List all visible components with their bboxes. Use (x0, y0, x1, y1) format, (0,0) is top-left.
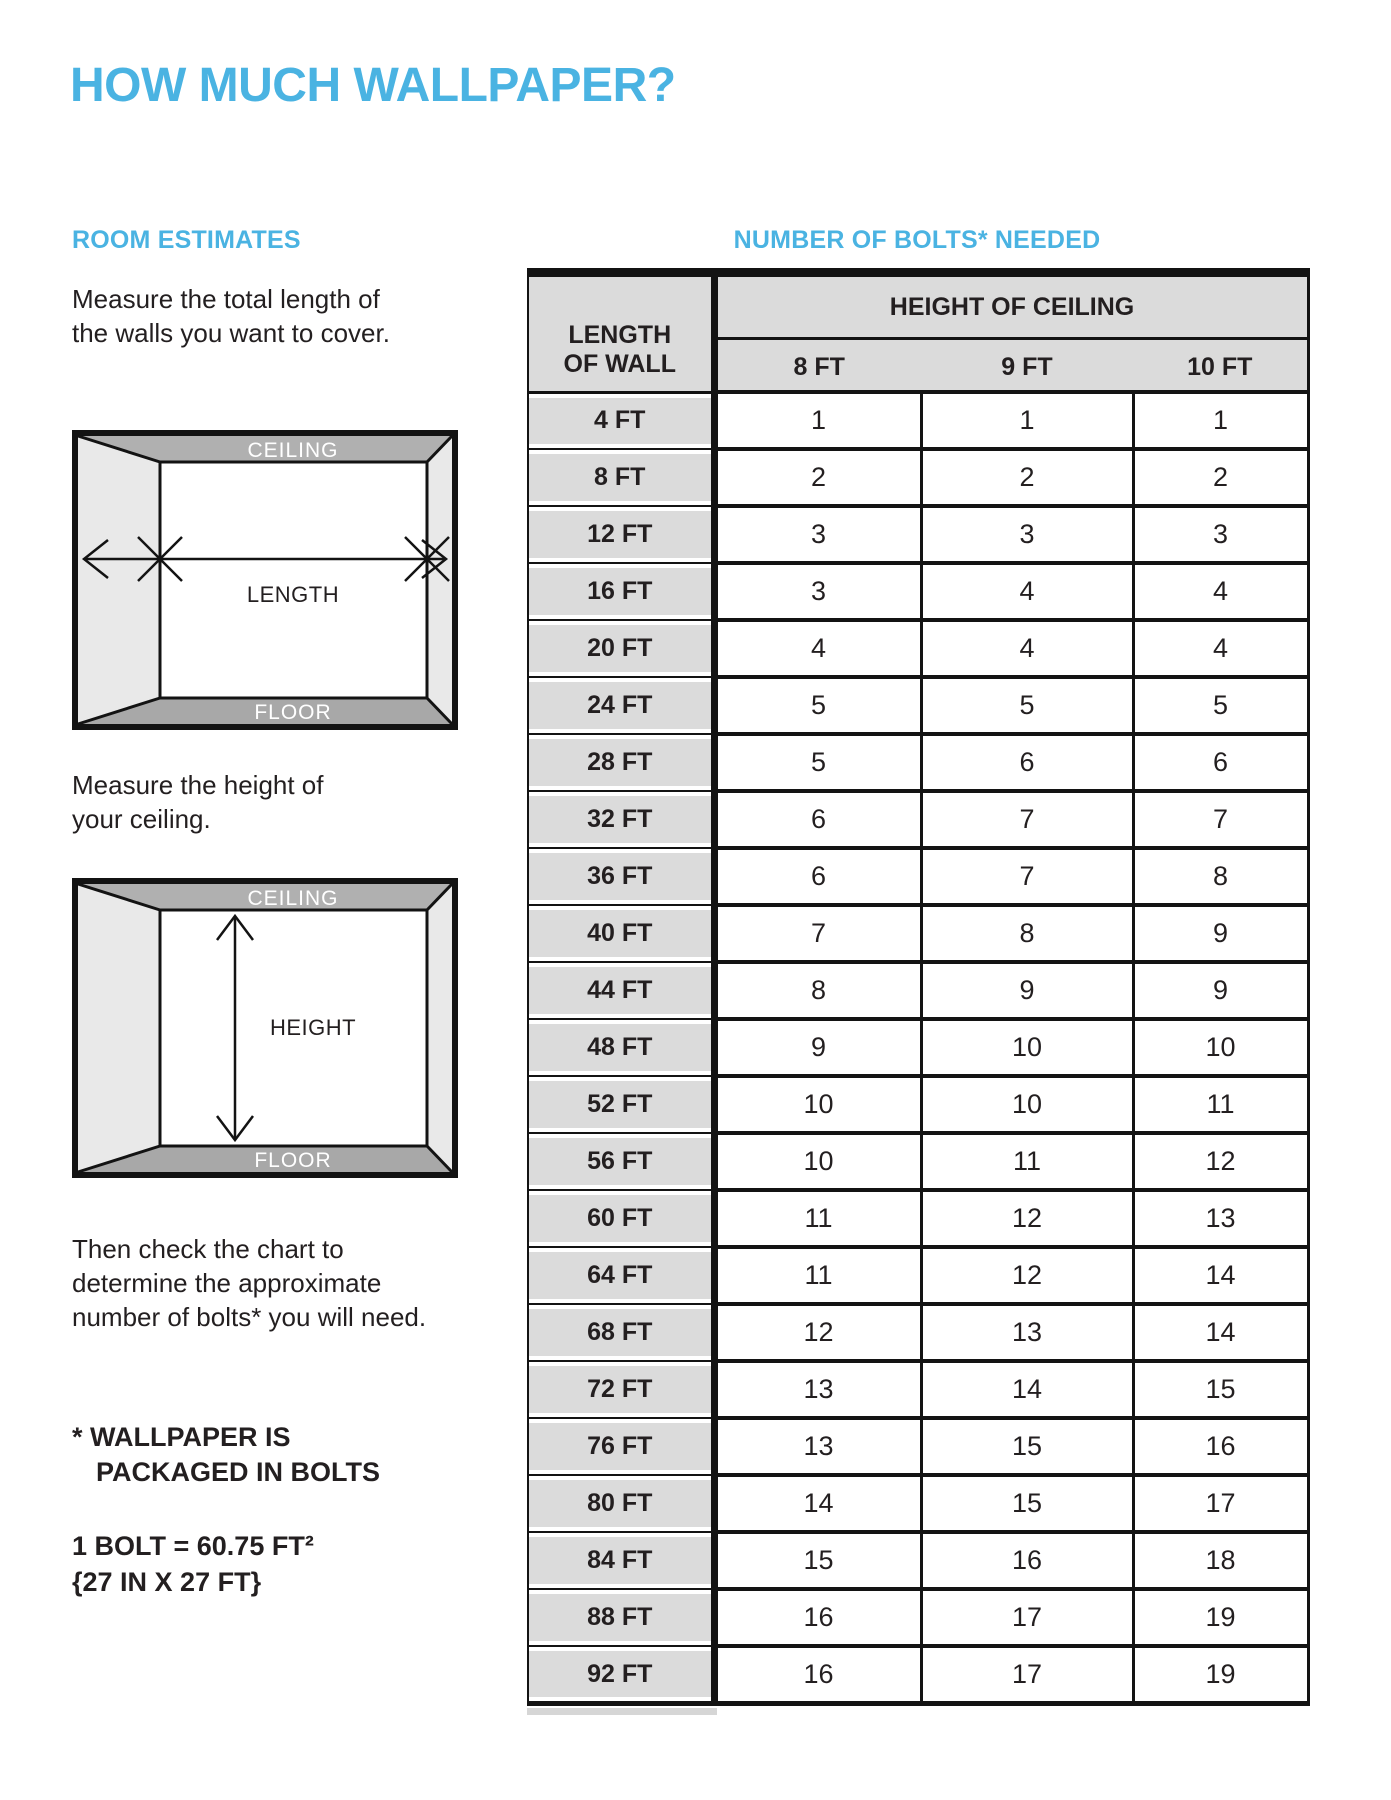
room-height-diagram (72, 878, 458, 1178)
wall-length-label: 8 FT (528, 449, 714, 506)
bolt-count-cell: 8 (921, 905, 1133, 962)
table-row (528, 449, 1308, 506)
table-row (528, 1532, 1308, 1589)
bolt-count-cell: 5 (921, 677, 1133, 734)
table-row (528, 791, 1308, 848)
bolt-count-cell: 10 (714, 1133, 921, 1190)
bolts-table (527, 268, 1310, 1706)
wall-length-label: 28 FT (528, 734, 714, 791)
wall-length-label: 64 FT (528, 1247, 714, 1304)
bolt-count-cell: 15 (921, 1475, 1133, 1532)
bolt-count-cell: 9 (714, 1019, 921, 1076)
table-header-row-1 (528, 273, 1308, 339)
left-wall-surface (78, 436, 160, 724)
bolt-count-cell: 10 (1133, 1019, 1308, 1076)
height-of-ceiling-header: HEIGHT OF CEILING (714, 273, 1308, 339)
bolt-count-cell: 17 (921, 1646, 1133, 1704)
bolt-count-cell: 7 (921, 791, 1133, 848)
bolts-table-body (528, 392, 1308, 1704)
bolt-count-cell: 11 (1133, 1076, 1308, 1133)
bolt-count-cell: 11 (714, 1247, 921, 1304)
bolt-count-cell: 19 (1133, 1589, 1308, 1646)
bolt-count-cell: 16 (1133, 1418, 1308, 1475)
wall-length-label: 72 FT (528, 1361, 714, 1418)
bolt-count-cell: 4 (714, 620, 921, 677)
wall-length-label: 52 FT (528, 1076, 714, 1133)
measure-length-instruction: Measure the total length of the walls you want to cover. (72, 284, 390, 348)
wall-length-label: 48 FT (528, 1019, 714, 1076)
table-row (528, 905, 1308, 962)
bolt-count-cell: 18 (1133, 1532, 1308, 1589)
bolt-count-cell: 15 (921, 1418, 1133, 1475)
bolt-count-cell: 11 (714, 1190, 921, 1247)
bolt-count-cell: 9 (1133, 905, 1308, 962)
bolt-count-cell: 3 (714, 563, 921, 620)
bolt-count-cell: 5 (714, 734, 921, 791)
room-length-svg (72, 430, 458, 730)
bolt-count-cell: 1 (1133, 392, 1308, 449)
column-header-10ft: 10 FT (1133, 339, 1308, 393)
room-height-svg (72, 878, 458, 1178)
height-measure-label: HEIGHT (270, 1015, 357, 1040)
bolt-count-cell: 16 (714, 1589, 921, 1646)
bolt-count-cell: 9 (1133, 962, 1308, 1019)
bolts-footnote-line2: PACKAGED IN BOLTS (96, 1457, 381, 1487)
bolt-count-cell: 13 (714, 1418, 921, 1475)
bolt-count-cell: 3 (921, 506, 1133, 563)
bolt-size-note (72, 1528, 314, 1600)
left-wall-surface (78, 884, 160, 1172)
bolt-count-cell: 17 (921, 1589, 1133, 1646)
floor-label: FLOOR (254, 701, 332, 724)
back-wall (160, 462, 427, 698)
bolt-count-cell: 13 (921, 1304, 1133, 1361)
bolt-count-cell: 4 (921, 563, 1133, 620)
wall-length-label: 68 FT (528, 1304, 714, 1361)
bolt-count-cell: 10 (921, 1019, 1133, 1076)
wall-length-label: 24 FT (528, 677, 714, 734)
bolt-count-cell: 4 (921, 620, 1133, 677)
table-row (528, 1475, 1308, 1532)
wall-length-label: 88 FT (528, 1589, 714, 1646)
bolt-count-cell: 2 (921, 449, 1133, 506)
bolt-count-cell: 6 (921, 734, 1133, 791)
table-row (528, 1304, 1308, 1361)
floor-label: FLOOR (254, 1149, 332, 1172)
length-of-wall-header: LENGTH OF WALL (528, 273, 714, 393)
wall-length-label: 44 FT (528, 962, 714, 1019)
bolt-count-cell: 12 (1133, 1133, 1308, 1190)
table-row (528, 1361, 1308, 1418)
table-row (528, 392, 1308, 449)
wall-length-label: 12 FT (528, 506, 714, 563)
table-bottom-shadow (527, 1708, 717, 1715)
bolt-count-cell: 16 (921, 1532, 1133, 1589)
bolt-count-cell: 12 (921, 1247, 1133, 1304)
bolt-count-cell: 19 (1133, 1646, 1308, 1704)
wall-length-label: 32 FT (528, 791, 714, 848)
wall-length-label: 16 FT (528, 563, 714, 620)
bolts-table-wrap (527, 268, 1311, 1715)
bolt-count-cell: 4 (1133, 563, 1308, 620)
bolt-count-cell: 2 (714, 449, 921, 506)
bolt-count-cell: 7 (921, 848, 1133, 905)
bolt-count-cell: 11 (921, 1133, 1133, 1190)
bolt-count-cell: 7 (1133, 791, 1308, 848)
bolt-count-cell: 12 (714, 1304, 921, 1361)
bolt-count-cell: 17 (1133, 1475, 1308, 1532)
bolt-count-cell: 6 (1133, 734, 1308, 791)
wall-length-label: 60 FT (528, 1190, 714, 1247)
page-title: HOW MUCH WALLPAPER? (70, 59, 676, 112)
wall-length-label: 80 FT (528, 1475, 714, 1532)
bolt-count-cell: 10 (714, 1076, 921, 1133)
bolt-count-cell: 3 (714, 506, 921, 563)
bolt-count-cell: 14 (714, 1475, 921, 1532)
bolt-count-cell: 15 (1133, 1361, 1308, 1418)
bolt-count-cell: 10 (921, 1076, 1133, 1133)
table-row (528, 962, 1308, 1019)
bolt-count-cell: 13 (714, 1361, 921, 1418)
bolt-size-line2: {27 IN X 27 FT} (72, 1567, 262, 1597)
bolt-count-cell: 8 (1133, 848, 1308, 905)
table-row (528, 677, 1308, 734)
bolt-count-cell: 16 (714, 1646, 921, 1704)
table-row (528, 848, 1308, 905)
table-row (528, 1646, 1308, 1704)
length-measure-label: LENGTH (246, 582, 340, 607)
bolt-count-cell: 1 (714, 392, 921, 449)
table-row (528, 563, 1308, 620)
table-row (528, 1019, 1308, 1076)
bolt-count-cell: 14 (1133, 1304, 1308, 1361)
bolts-needed-heading: NUMBER OF BOLTS* NEEDED (733, 226, 1101, 254)
bolt-count-cell: 14 (921, 1361, 1133, 1418)
table-row (528, 1247, 1308, 1304)
wall-length-label: 4 FT (528, 392, 714, 449)
wall-length-label: 76 FT (528, 1418, 714, 1475)
bolt-count-cell: 14 (1133, 1247, 1308, 1304)
table-row (528, 1190, 1308, 1247)
wall-length-label: 20 FT (528, 620, 714, 677)
table-row (528, 620, 1308, 677)
bolt-count-cell: 13 (1133, 1190, 1308, 1247)
room-estimates-heading: ROOM ESTIMATES (72, 226, 301, 254)
column-header-9ft: 9 FT (921, 339, 1133, 393)
table-row (528, 1418, 1308, 1475)
table-row (528, 506, 1308, 563)
bolt-count-cell: 7 (714, 905, 921, 962)
check-chart-instruction: Then check the chart to determine the approximate number of bolts* you will need. (72, 1234, 427, 1332)
column-header-8ft: 8 FT (714, 339, 921, 393)
bolt-count-cell: 6 (714, 791, 921, 848)
wall-length-label: 36 FT (528, 848, 714, 905)
bolt-count-cell: 15 (714, 1532, 921, 1589)
wall-length-label: 84 FT (528, 1532, 714, 1589)
measure-height-instruction: Measure the height of your ceiling. (72, 770, 324, 834)
bolt-count-cell: 5 (1133, 677, 1308, 734)
bolt-count-cell: 6 (714, 848, 921, 905)
ceiling-label: CEILING (247, 439, 339, 462)
bolt-count-cell: 2 (1133, 449, 1308, 506)
bolt-count-cell: 9 (921, 962, 1133, 1019)
table-row (528, 734, 1308, 791)
table-row (528, 1076, 1308, 1133)
bolt-count-cell: 4 (1133, 620, 1308, 677)
bolts-footnote-line1: * WALLPAPER IS (72, 1422, 291, 1452)
wall-length-label: 56 FT (528, 1133, 714, 1190)
bolt-count-cell: 1 (921, 392, 1133, 449)
bolt-count-cell: 3 (1133, 506, 1308, 563)
bolts-footnote (72, 1420, 380, 1490)
wall-length-label: 40 FT (528, 905, 714, 962)
bolt-count-cell: 8 (714, 962, 921, 1019)
table-row (528, 1133, 1308, 1190)
bolt-count-cell: 12 (921, 1190, 1133, 1247)
bolt-size-line1: 1 BOLT = 60.75 FT² (72, 1531, 314, 1561)
room-length-diagram (72, 430, 458, 730)
bolt-count-cell: 5 (714, 677, 921, 734)
ceiling-label: CEILING (247, 887, 339, 910)
wall-length-label: 92 FT (528, 1646, 714, 1704)
right-wall-surface (427, 884, 452, 1172)
table-row (528, 1589, 1308, 1646)
